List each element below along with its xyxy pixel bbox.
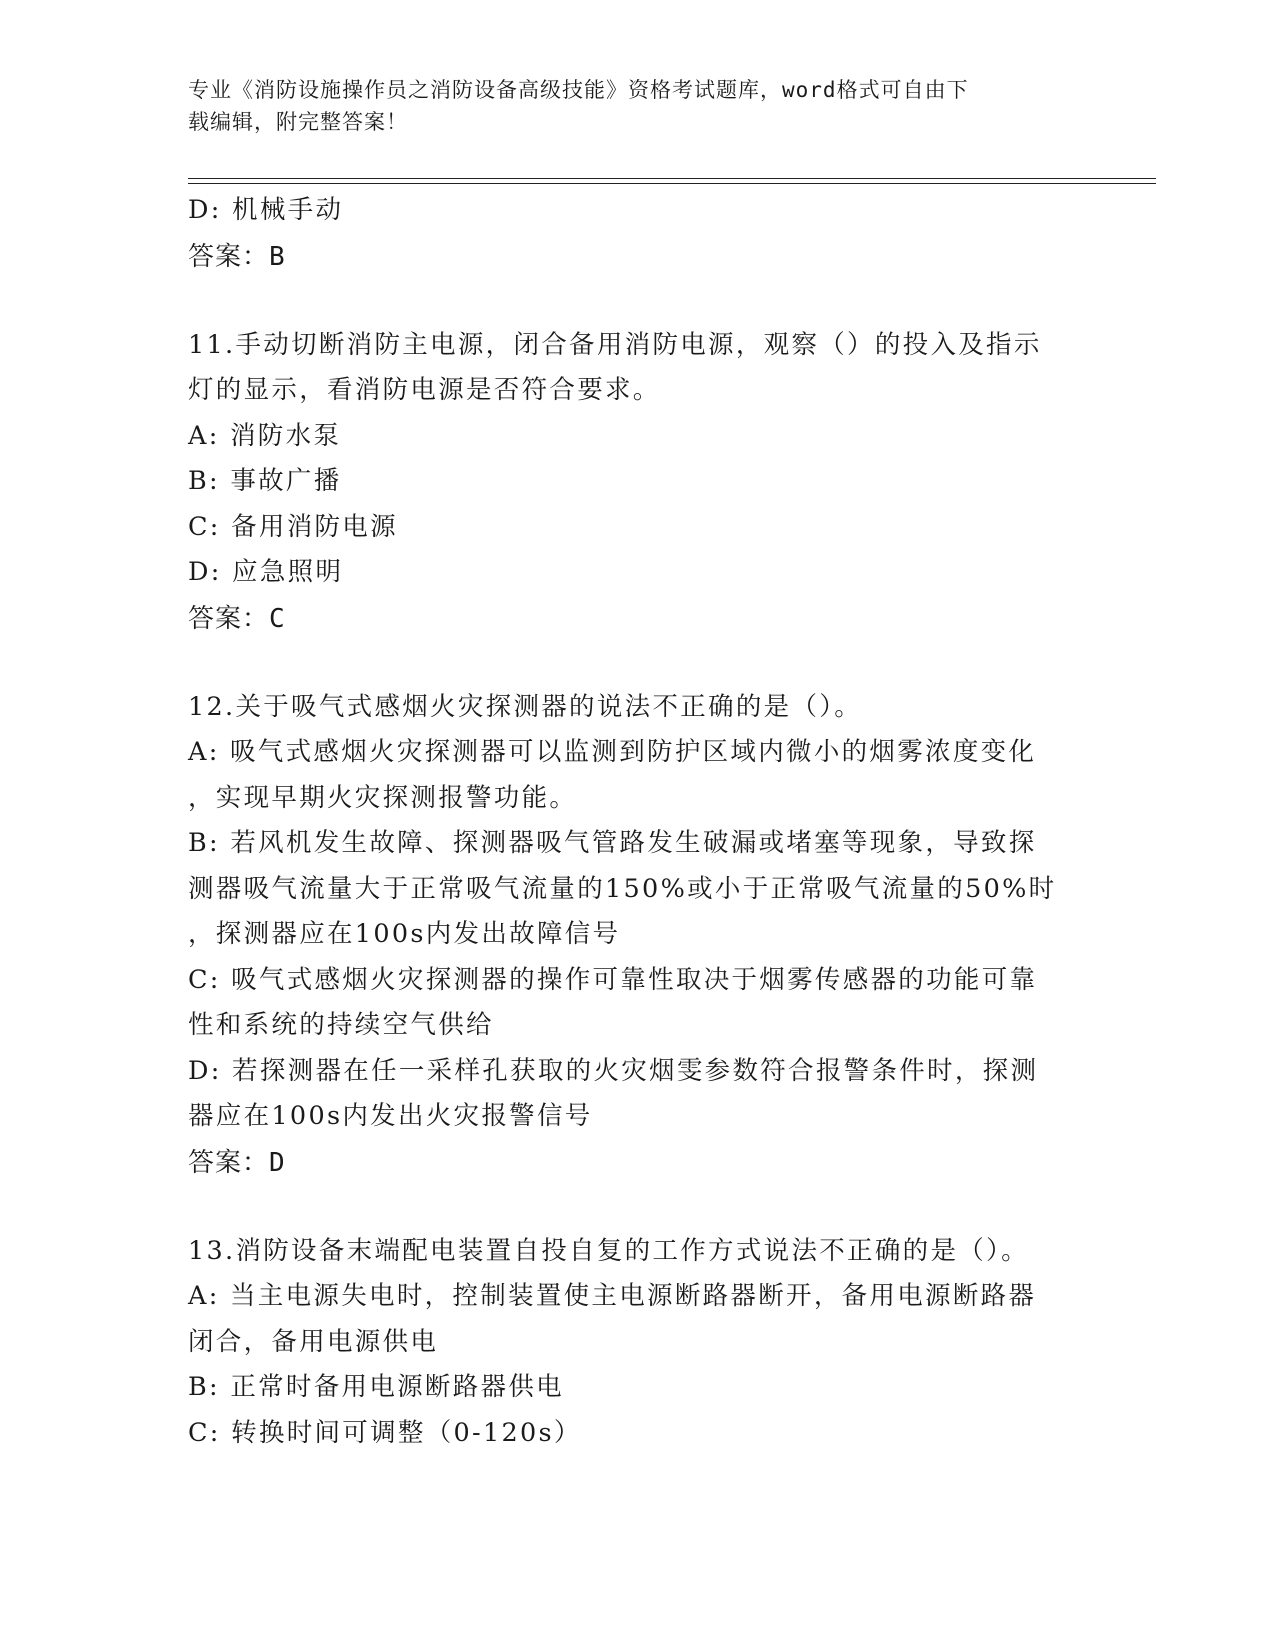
header-line-2: 载编辑，附完整答案！ <box>188 110 408 134</box>
question-stem-line: 13.消防设备末端配电装置自投自复的工作方式说法不正确的是（）。 <box>188 1235 1029 1266</box>
question-12 <box>188 685 1078 1186</box>
option-b: B: 若风机发生故障、探测器吸气管路发生破漏或堵塞等现象，导致探 <box>188 828 1037 858</box>
option-c-continued: 性和系统的持续空气供给 <box>188 1010 494 1040</box>
option-d: D: 若探测器在任一采样孔获取的火灾烟雯参数符合报警条件时，探测 <box>188 1055 1039 1086</box>
option-b-continued: 测器吸气流量大于正常吸气流量的150%或小于正常吸气流量的50%时 <box>188 873 1057 904</box>
answer <box>188 596 1078 642</box>
question-stem-line: 11.手动切断消防主电源，闭合备用消防电源，观察（）的投入及指示 <box>188 329 1042 360</box>
answer-label: 答案： <box>188 241 270 272</box>
option-a: A: 消防水泵 <box>188 420 342 451</box>
option-a-continued: 闭合，备用电源供电 <box>188 1326 439 1357</box>
answer-value: B <box>269 241 286 272</box>
answer <box>188 1140 1078 1186</box>
option-c: C: 转换时间可调整（0-120s） <box>188 1417 582 1448</box>
option-a: A: 吸气式感烟火灾探测器可以监测到防护区域内微小的烟雾浓度变化 <box>188 737 1037 767</box>
question-11 <box>188 323 1078 642</box>
answer <box>188 234 1078 280</box>
question-10-tail <box>188 188 1078 280</box>
option-b: B: 正常时备用电源断路器供电 <box>188 1372 564 1402</box>
answer-value: C <box>269 603 286 634</box>
option-b-continued: ，探测器应在100s内发出故障信号 <box>188 919 621 949</box>
header-divider <box>188 178 1156 184</box>
answer-label: 答案： <box>188 1147 270 1178</box>
option-a-continued: ，实现早期火灾探测报警功能。 <box>188 782 578 813</box>
answer-value: D <box>269 1147 286 1178</box>
option-c: C: 备用消防电源 <box>188 511 398 542</box>
option-a: A: 当主电源失电时，控制装置使主电源断路器断开，备用电源断路器 <box>188 1281 1037 1311</box>
answer-label: 答案： <box>188 603 270 634</box>
question-stem-line: 灯的显示，看消防电源是否符合要求。 <box>188 375 661 405</box>
option-d: D: 机械手动 <box>188 195 344 225</box>
option-d: D: 应急照明 <box>188 557 344 587</box>
document-body <box>188 188 1078 1456</box>
header-line-1: 专业《消防设施操作员之消防设备高级技能》资格考试题库，word格式可自由下 <box>188 78 969 102</box>
option-c: C: 吸气式感烟火灾探测器的操作可靠性取决于烟雾传感器的功能可靠 <box>188 964 1038 995</box>
question-13 <box>188 1229 1078 1457</box>
question-stem-line: 12.关于吸气式感烟火灾探测器的说法不正确的是（）。 <box>188 691 863 722</box>
option-b: B: 事故广播 <box>188 466 342 496</box>
option-d-continued: 器应在100s内发出火灾报警信号 <box>188 1101 593 1131</box>
document-header <box>188 74 1078 138</box>
